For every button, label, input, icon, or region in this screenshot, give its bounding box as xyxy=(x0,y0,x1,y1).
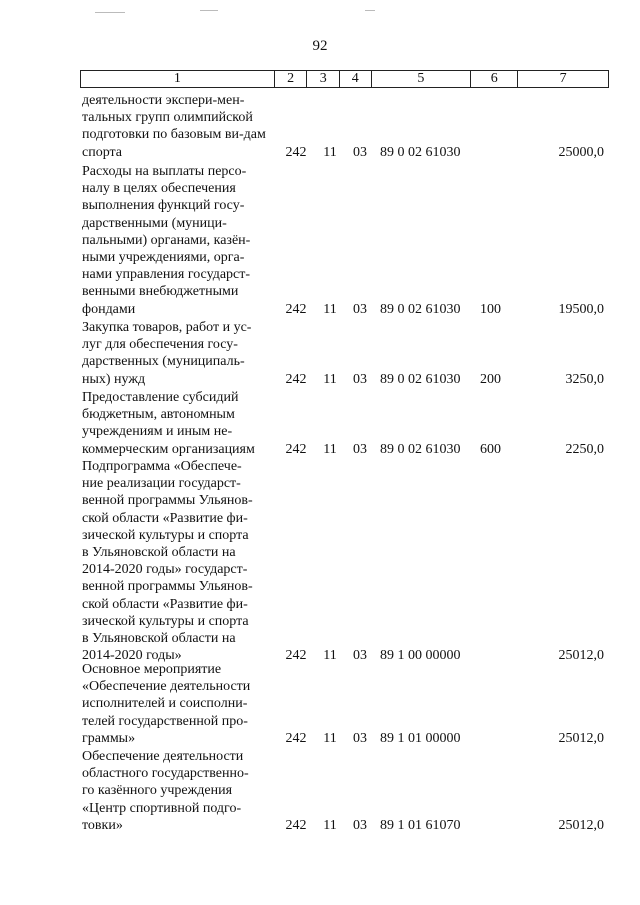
description-line: венной программы Ульянов- xyxy=(82,579,253,595)
description-line: учреждениям и иным не- xyxy=(82,424,233,440)
description-line: фондами xyxy=(82,301,136,317)
column-header-5: 5 xyxy=(371,71,470,88)
cell-col-4: 03 xyxy=(353,817,367,833)
cell-col-2: 242 xyxy=(285,648,307,664)
description-line: венными внебюджетными xyxy=(82,284,239,300)
scan-artifact-line xyxy=(200,10,218,11)
description-line: бюджетным, автономным xyxy=(82,407,235,423)
column-header-6: 6 xyxy=(471,71,518,88)
cell-col-3: 11 xyxy=(323,441,337,457)
table-header xyxy=(80,70,609,88)
description-line: ние реализации государст- xyxy=(82,476,241,492)
cell-col-7: 19500,0 xyxy=(558,301,604,317)
cell-col-7: 25012,0 xyxy=(558,817,604,833)
description-line: деятельности экспери-мен- xyxy=(82,93,245,108)
description-line: венной программы Ульянов- xyxy=(82,493,253,509)
cell-col-4: 03 xyxy=(353,730,367,746)
cell-col-2: 242 xyxy=(285,301,307,317)
column-header-2: 2 xyxy=(274,71,307,88)
description-line: дарственных (муниципаль- xyxy=(82,354,245,370)
cell-col-7: 25012,0 xyxy=(558,648,604,664)
column-header-1: 1 xyxy=(81,71,275,88)
cell-col-7: 25000,0 xyxy=(558,144,604,160)
column-header-4: 4 xyxy=(340,71,372,88)
description-line: граммы» xyxy=(82,730,136,746)
page-number: 92 xyxy=(312,38,328,54)
cell-col-2: 242 xyxy=(285,730,307,746)
cell-col-7: 25012,0 xyxy=(558,730,604,746)
row-description xyxy=(82,389,273,458)
cell-col-4: 03 xyxy=(353,648,367,664)
description-line: ных) нужд xyxy=(82,371,146,387)
description-line: в Ульяновской области на xyxy=(82,631,236,647)
description-line: 2014-2020 годы» государст- xyxy=(82,562,248,578)
cell-col-5: 89 0 02 61030 xyxy=(380,301,461,317)
cell-col-2: 242 xyxy=(285,371,307,387)
cell-col-5: 89 0 02 61030 xyxy=(380,441,461,457)
column-header-7: 7 xyxy=(518,71,609,88)
description-line: спорта xyxy=(82,144,123,160)
cell-col-7: 3250,0 xyxy=(565,371,604,387)
cell-col-5: 89 1 00 00000 xyxy=(380,648,461,664)
cell-col-2: 242 xyxy=(285,817,307,833)
description-line: «Центр спортивной подго- xyxy=(82,800,242,816)
description-line: областного государственно- xyxy=(82,766,249,782)
description-line: выполнения функций госу- xyxy=(82,198,245,214)
description-line: Основное мероприятие xyxy=(82,662,222,677)
cell-col-7: 2250,0 xyxy=(565,441,604,457)
cell-col-5: 89 0 02 61030 xyxy=(380,371,461,387)
description-line: «Обеспечение деятельности xyxy=(82,679,251,695)
cell-col-2: 242 xyxy=(285,144,307,160)
cell-col-6: 200 xyxy=(480,371,501,387)
row-description xyxy=(82,92,273,161)
cell-col-4: 03 xyxy=(353,371,367,387)
description-line: дарственными (муници- xyxy=(82,215,227,231)
description-line: Подпрограмма «Обеспече- xyxy=(82,459,242,474)
description-line: исполнителей и соисполни- xyxy=(82,696,248,712)
cell-col-3: 11 xyxy=(323,817,337,833)
description-line: зической культуры и спорта xyxy=(82,613,249,629)
description-line: го казённого учреждения xyxy=(82,783,233,799)
cell-col-6: 600 xyxy=(480,441,501,457)
description-line: в Ульяновской области на xyxy=(82,545,236,561)
description-line: пальными) органами, казён- xyxy=(82,232,251,248)
cell-col-6: 100 xyxy=(480,301,501,317)
cell-col-5: 89 1 01 61070 xyxy=(380,817,461,833)
cell-col-3: 11 xyxy=(323,730,337,746)
cell-col-2: 242 xyxy=(285,441,307,457)
scan-artifact-line xyxy=(95,12,125,13)
description-line: налу в целях обеспечения xyxy=(82,181,236,197)
description-line: Обеспечение деятельности xyxy=(82,749,244,764)
cell-col-3: 11 xyxy=(323,144,337,160)
description-line: 2014-2020 годы» xyxy=(82,648,182,664)
column-header-3: 3 xyxy=(307,71,340,88)
description-line: зической культуры и спорта xyxy=(82,527,249,543)
description-line: коммерческим организациям xyxy=(82,441,255,457)
row-description xyxy=(82,163,273,318)
description-line: Предоставление субсидий xyxy=(82,390,239,405)
cell-col-4: 03 xyxy=(353,441,367,457)
cell-col-5: 89 1 01 00000 xyxy=(380,730,461,746)
description-line: луг для обеспечения госу- xyxy=(82,337,238,353)
row-description xyxy=(82,748,273,834)
description-line: нами управления государст- xyxy=(82,267,251,283)
description-line: ными учреждениями, орга- xyxy=(82,250,245,266)
row-description xyxy=(82,458,273,664)
cell-col-3: 11 xyxy=(323,301,337,317)
cell-col-4: 03 xyxy=(353,144,367,160)
description-line: тальных групп олимпийской xyxy=(82,110,253,126)
description-line: товки» xyxy=(82,817,123,833)
description-line: Расходы на выплаты персо- xyxy=(82,164,247,179)
scan-artifact-line xyxy=(365,10,375,11)
cell-col-3: 11 xyxy=(323,371,337,387)
cell-col-4: 03 xyxy=(353,301,367,317)
row-description xyxy=(82,661,273,747)
description-line: ской области «Развитие фи- xyxy=(82,510,248,526)
row-description xyxy=(82,319,273,388)
cell-col-3: 11 xyxy=(323,648,337,664)
description-line: Закупка товаров, работ и ус- xyxy=(82,320,252,335)
description-line: ской области «Развитие фи- xyxy=(82,596,248,612)
description-line: подготовки по базовым ви-дам xyxy=(82,127,266,143)
description-line: телей государственной про- xyxy=(82,713,248,729)
cell-col-5: 89 0 02 61030 xyxy=(380,144,461,160)
